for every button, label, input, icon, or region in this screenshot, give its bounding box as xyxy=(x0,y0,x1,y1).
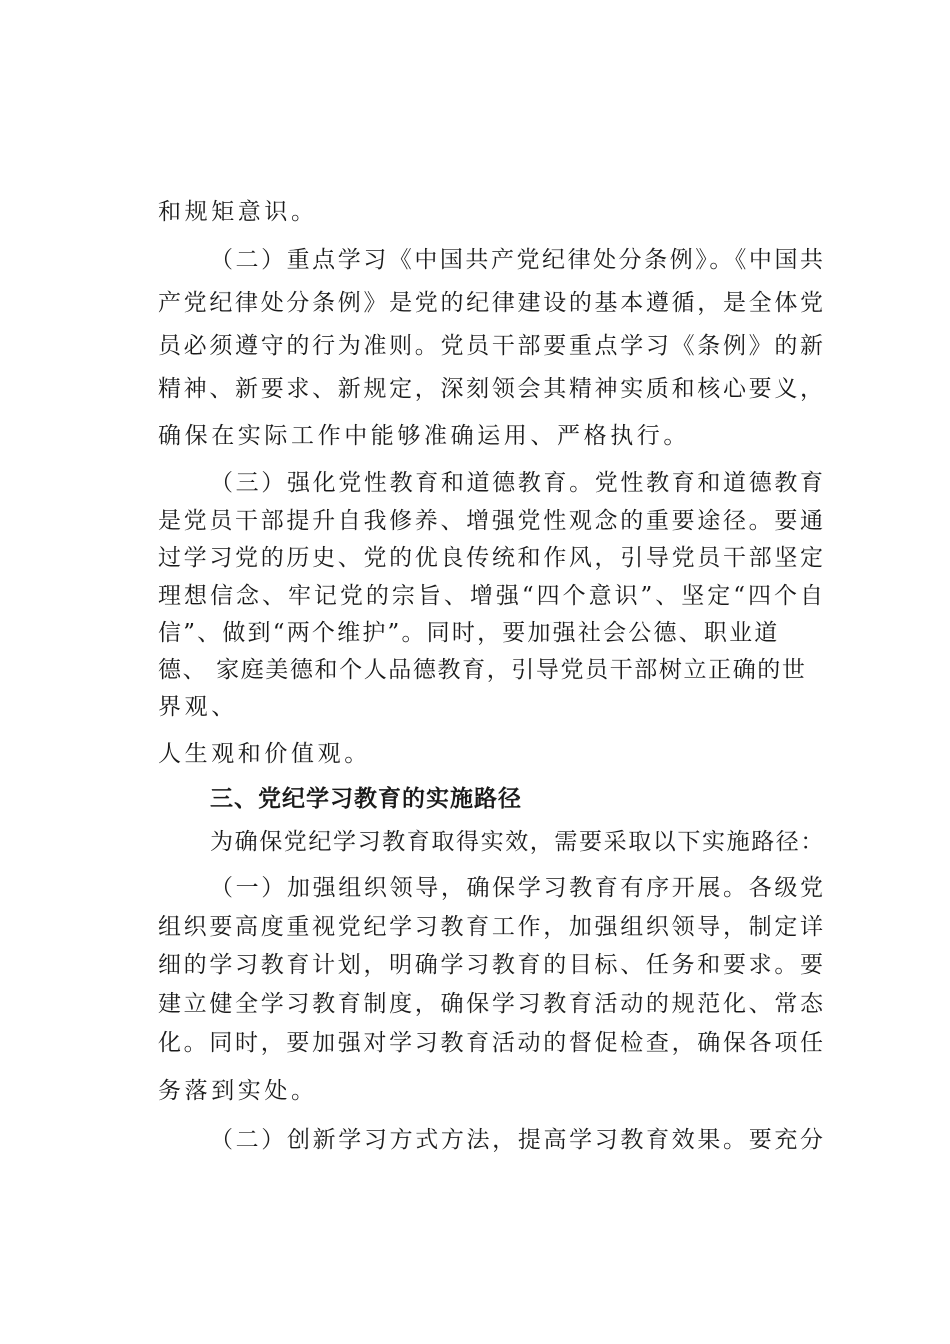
paragraph-heading-line: （二）重点学习《中国共产党纪律处分条例》。《中国共 xyxy=(210,247,823,273)
text-line: 精神、新要求、新规定，深刻领会其精神实质和核心要义， xyxy=(158,376,823,402)
text-line: 信”、做到“两个维护”。同时，要加强社会公德、职业道 xyxy=(158,620,780,646)
text-line: 为确保党纪学习教育取得实效，需要采取以下实施路径： xyxy=(210,829,825,855)
section-heading: 三、党纪学习教育的实施路径 xyxy=(210,786,522,812)
text-line: 确保在实际工作中能够准确运用、严格执行。 xyxy=(158,423,690,449)
text-line: 组织要高度重视党纪学习教育工作，加强组织领导，制定详 xyxy=(158,914,823,940)
text-line: 建立健全学习教育制度，确保学习教育活动的规范化、常态 xyxy=(158,991,823,1017)
text-line: 细的学习教育计划，明确学习教育的目标、任务和要求。要 xyxy=(158,952,823,978)
text-line: 界观、 xyxy=(158,694,238,720)
paragraph-heading-line: （一）加强组织领导，确保学习教育有序开展。各级党 xyxy=(210,875,823,901)
text-line: 人生观和价值观。 xyxy=(158,741,371,767)
paragraph-heading-line: （二）创新学习方式方法，提高学习教育效果。要充分 xyxy=(210,1127,823,1153)
text-line: 过学习党的历史、党的优良传统和作风，引导党员干部坚定 xyxy=(158,545,823,571)
paragraph-heading-line: （三）强化党性教育和道德教育。党性教育和道德教育 xyxy=(210,470,823,496)
text-line: 务落到实处。 xyxy=(158,1078,318,1104)
text-line: 和规矩意识。 xyxy=(158,199,318,225)
text-line: 员必须遵守的行为准则。党员干部要重点学习《条例》的新 xyxy=(158,333,823,359)
text-line: 理想信念、牢记党的宗旨、增强“四个意识”、坚定“四个自 xyxy=(158,583,823,609)
text-line: 产党纪律处分条例》是党的纪律建设的基本遵循，是全体党 xyxy=(158,290,823,316)
text-line: 德、 家庭美德和个人品德教育，引导党员干部树立正确的世 xyxy=(158,657,807,683)
text-line: 是党员干部提升自我修养、增强党性观念的重要途径。要通 xyxy=(158,508,823,534)
text-line: 化。同时，要加强对学习教育活动的督促检查，确保各项任 xyxy=(158,1030,823,1056)
